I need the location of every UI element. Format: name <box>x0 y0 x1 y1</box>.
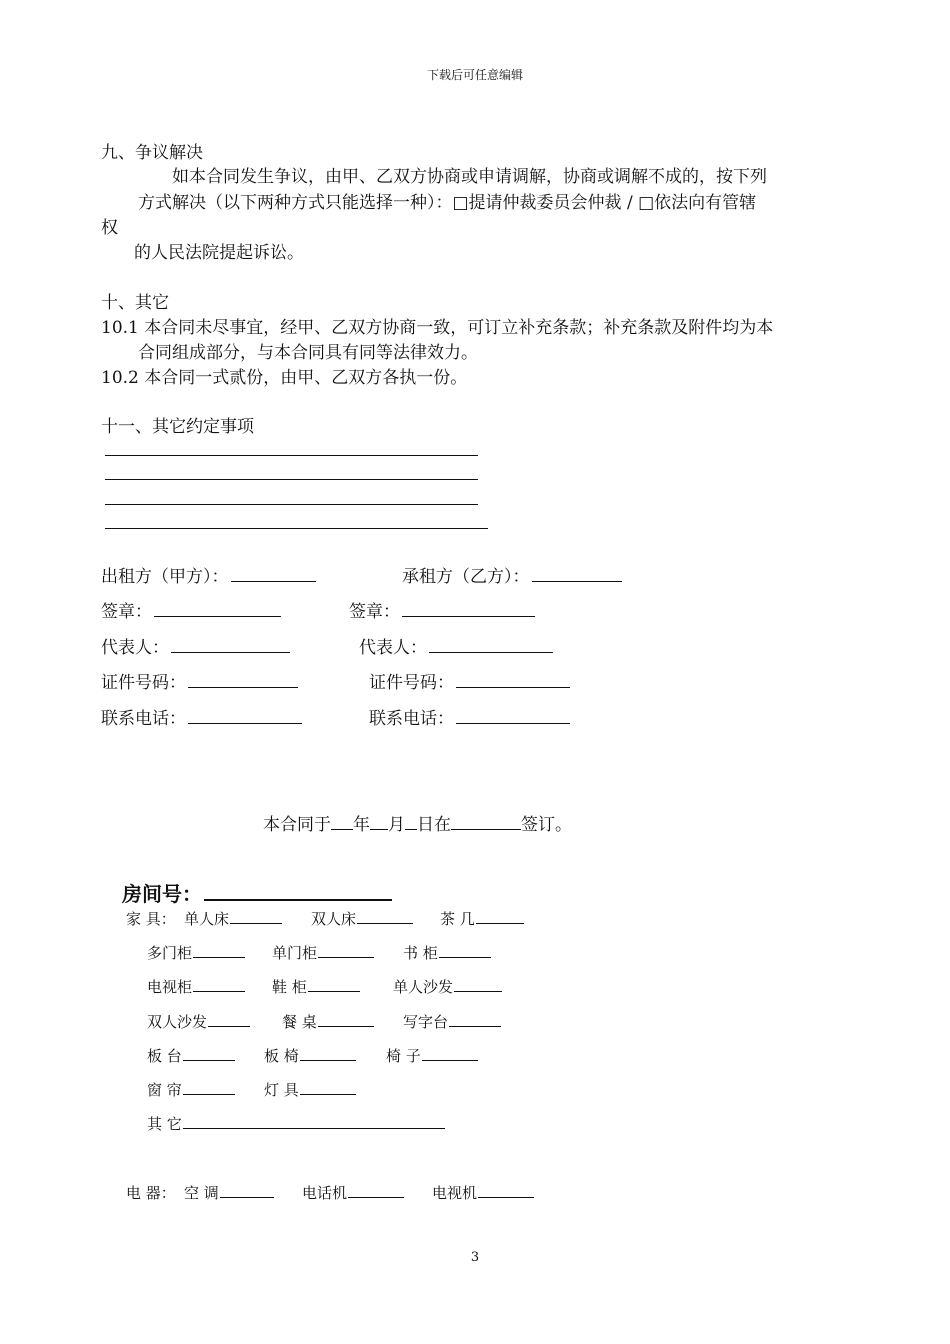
page-number: 3 <box>470 1250 480 1265</box>
furniture-item-label: 鞋 柜 <box>272 978 307 996</box>
signing-month: 月 <box>388 815 405 835</box>
id-a-field <box>101 668 298 693</box>
rep-b-field <box>359 633 553 658</box>
furniture-item-label: 写字台 <box>403 1013 449 1031</box>
rep-a-blank[interactable] <box>171 635 290 653</box>
section-9-line-3: 权 <box>101 218 118 238</box>
furniture-item-label: 单人床 <box>184 910 230 928</box>
agreement-line <box>105 504 478 505</box>
signing-date-line <box>263 810 572 835</box>
id-b-label: 证件号码： <box>369 673 454 693</box>
furniture-blank[interactable] <box>193 977 245 992</box>
furniture-item <box>184 908 282 929</box>
phone-a-label: 联系电话： <box>101 709 186 729</box>
rep-a-field <box>101 633 290 658</box>
appliance-blank[interactable] <box>478 1183 534 1198</box>
appliance-item-label: 电视机 <box>432 1184 478 1202</box>
section-10-title: 十、其它 <box>101 293 169 313</box>
furniture-item <box>147 942 245 963</box>
furniture-item-label: 灯 具 <box>264 1081 299 1099</box>
place-blank[interactable] <box>451 812 521 830</box>
furniture-blank[interactable] <box>308 977 360 992</box>
section-9-line-2: 方式解决（以下两种方式只能选择一种）：□提请仲裁委员会仲裁 / □依法向有管辖 <box>138 193 757 213</box>
phone-b-field <box>369 704 570 729</box>
appliance-item-label: 电话机 <box>302 1184 348 1202</box>
furniture-item-label: 椅 子 <box>386 1047 421 1065</box>
furniture-item-label: 多门柜 <box>147 944 193 962</box>
section-10-item-1-line-2: 合同组成部分，与本合同具有同等法律效力。 <box>138 343 478 363</box>
seal-b-blank[interactable] <box>402 599 535 617</box>
furniture-item <box>264 1079 356 1100</box>
furniture-blank[interactable] <box>208 1012 250 1027</box>
furniture-item-label: 单门柜 <box>272 944 318 962</box>
furniture-item <box>147 1011 250 1032</box>
id-b-field <box>369 668 570 693</box>
furniture-blank[interactable] <box>300 1046 356 1061</box>
day-blank[interactable] <box>405 812 417 830</box>
furniture-blank[interactable] <box>357 909 413 924</box>
id-a-label: 证件号码： <box>101 673 186 693</box>
seal-b-label: 签章： <box>349 602 400 622</box>
lessor-blank[interactable] <box>231 564 316 582</box>
lessor-field <box>101 562 316 587</box>
agreement-line <box>105 528 488 529</box>
room-number-blank[interactable] <box>204 879 392 901</box>
signing-day: 日在 <box>417 815 451 835</box>
furniture-item-label: 板 台 <box>147 1047 182 1065</box>
phone-a-blank[interactable] <box>188 706 302 724</box>
furniture-item-label: 板 椅 <box>264 1047 299 1065</box>
furniture-blank[interactable] <box>300 1080 356 1095</box>
rep-b-blank[interactable] <box>429 635 553 653</box>
lessor-label: 出租方（甲方）： <box>101 567 229 587</box>
furniture-item <box>147 1079 235 1100</box>
furniture-item-label: 茶 几 <box>440 910 475 928</box>
furniture-blank[interactable] <box>230 909 282 924</box>
furniture-item <box>264 1045 356 1066</box>
appliance-blank[interactable] <box>220 1183 274 1198</box>
agreement-line <box>105 479 478 480</box>
furniture-item-label: 双人沙发 <box>147 1013 208 1031</box>
section-9-line-1: 如本合同发生争议，由甲、乙双方协商或申请调解，协商或调解不成的，按下列 <box>172 167 767 187</box>
section-10-item-1-line-1: 10.1 本合同未尽事宜，经甲、乙双方协商一致，可订立补充条款；补充条款及附件均为本 <box>101 318 774 338</box>
furniture-item <box>403 942 491 963</box>
section-10-item-2: 10.2 本合同一式贰份，由甲、乙双方各执一份。 <box>101 368 468 388</box>
room-number-field <box>122 878 392 907</box>
furniture-item <box>403 1011 501 1032</box>
id-b-blank[interactable] <box>456 670 570 688</box>
furniture-blank[interactable] <box>193 943 245 958</box>
month-blank[interactable] <box>370 812 388 830</box>
furniture-blank[interactable] <box>449 1012 501 1027</box>
appliance-item <box>432 1182 534 1203</box>
furniture-item-label: 其 它 <box>147 1115 182 1133</box>
furniture-item-label: 书 柜 <box>403 944 438 962</box>
id-a-blank[interactable] <box>188 670 298 688</box>
signing-prefix: 本合同于 <box>263 815 331 835</box>
furniture-item-label: 电视柜 <box>147 978 193 996</box>
furniture-item <box>386 1045 478 1066</box>
seal-a-blank[interactable] <box>154 599 281 617</box>
furniture-item <box>393 976 502 997</box>
furniture-blank[interactable] <box>183 1114 445 1129</box>
furniture-item <box>272 976 360 997</box>
phone-b-label: 联系电话： <box>369 709 454 729</box>
appliance-item <box>184 1182 274 1203</box>
furniture-item <box>440 908 524 929</box>
seal-a-label: 签章： <box>101 602 152 622</box>
seal-b-field <box>349 597 535 622</box>
rep-a-label: 代表人： <box>101 638 169 658</box>
year-blank[interactable] <box>331 812 353 830</box>
furniture-blank[interactable] <box>476 909 524 924</box>
furniture-blank[interactable] <box>183 1080 235 1095</box>
furniture-item-label: 餐 桌 <box>282 1013 317 1031</box>
lessee-field <box>402 562 622 587</box>
furniture-blank[interactable] <box>318 1012 374 1027</box>
rep-b-label: 代表人： <box>359 638 427 658</box>
furniture-blank[interactable] <box>318 943 374 958</box>
section-9-title: 九、争议解决 <box>101 143 203 163</box>
furniture-item-label: 单人沙发 <box>393 978 454 996</box>
furniture-item <box>282 1011 374 1032</box>
appliances-label: 电 器： <box>126 1184 176 1202</box>
appliance-blank[interactable] <box>348 1183 404 1198</box>
room-number-label: 房间号： <box>122 882 202 906</box>
phone-a-field <box>101 704 302 729</box>
furniture-item <box>147 976 245 997</box>
appliance-item-label: 空 调 <box>184 1184 219 1202</box>
lessee-blank[interactable] <box>532 564 622 582</box>
signing-suffix: 签订。 <box>521 815 572 835</box>
phone-b-blank[interactable] <box>456 706 570 724</box>
agreement-line <box>105 455 478 456</box>
furniture-item-label: 双人床 <box>311 910 357 928</box>
furniture-blank[interactable] <box>183 1046 235 1061</box>
seal-a-field <box>101 597 281 622</box>
furniture-item <box>272 942 374 963</box>
furniture-blank[interactable] <box>422 1046 478 1061</box>
furniture-item <box>311 908 413 929</box>
furniture-label: 家 具： <box>126 910 176 928</box>
lessee-label: 承租方（乙方）： <box>402 567 530 587</box>
signing-year: 年 <box>353 815 370 835</box>
appliance-item <box>302 1182 404 1203</box>
furniture-item-label: 窗 帘 <box>147 1081 182 1099</box>
section-9-line-4: 的人民法院提起诉讼。 <box>134 243 304 263</box>
furniture-item <box>147 1113 445 1134</box>
furniture-blank[interactable] <box>454 977 502 992</box>
furniture-blank[interactable] <box>439 943 491 958</box>
page-header: 下载后可任意编辑 <box>426 68 523 82</box>
furniture-item <box>147 1045 235 1066</box>
section-11-title: 十一、其它约定事项 <box>101 417 254 437</box>
